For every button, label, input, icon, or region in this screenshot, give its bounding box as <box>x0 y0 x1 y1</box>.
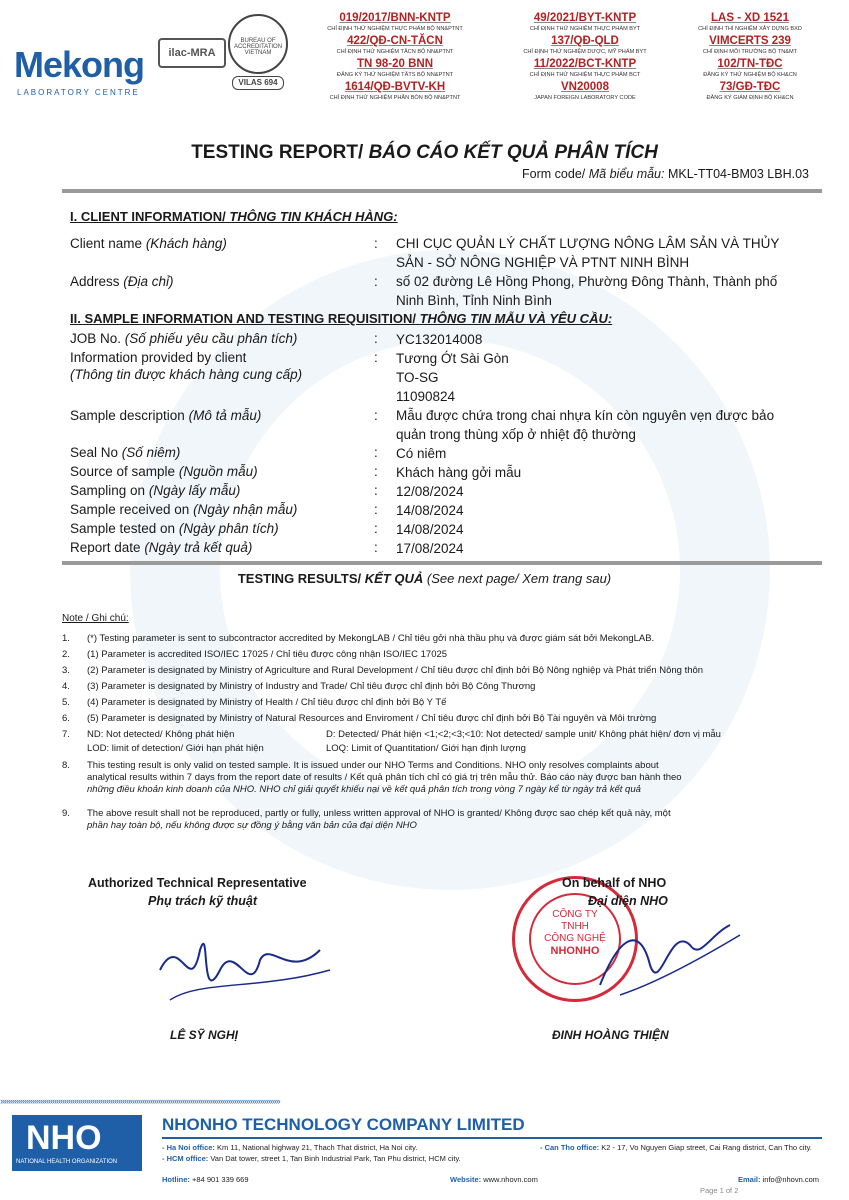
cert-code: TN 98-20 BNN <box>356 58 434 70</box>
sampling-value: 12/08/2024 <box>396 484 464 499</box>
nho-logo-subtitle: NATIONAL HEALTH ORGANIZATION <box>16 1159 118 1165</box>
label-vi: (Số phiếu yêu cầu phân tích) <box>124 331 298 346</box>
title-en: TESTING REPORT/ <box>191 142 364 163</box>
stamp-line: CÔNG TY <box>552 909 598 920</box>
value-line: quản trong thùng xốp ở nhiệt độ thường <box>396 427 636 442</box>
label-en: Seal No <box>70 445 119 460</box>
label-vi: (Địa chỉ) <box>123 274 174 289</box>
colon: : <box>374 483 378 498</box>
section-vi: THÔNG TIN KHÁCH HÀNG: <box>229 209 398 224</box>
testing-results-line <box>0 571 849 586</box>
right-signatory-name: ĐINH HOÀNG THIỆN <box>552 1028 669 1042</box>
section-en: I. CLIENT INFORMATION/ <box>70 209 226 224</box>
results-see: (See next page/ Xem trang sau) <box>426 571 612 586</box>
note-text: LOQ: Limit of Quantitation/ Giới hạn định lượng <box>326 743 526 754</box>
title-vi: Đại diện NHO <box>588 894 668 908</box>
footer-chevrons: ›››››››››››››››››››››››››››››››››››››››››››››››››››››››››››››››››››››››››››››››››››››››››››››››››››››››››››››››››››››››››››››››››››››››››››› <box>0 1096 280 1106</box>
note-text: D: Detected/ Phát hiện <1;<2;<3;<10: Not detected/ sample unit/ Không phát hiện/ đơn vị mẫu <box>326 729 721 740</box>
cert-code: 1614/QĐ-BVTV-KH <box>344 81 446 93</box>
note-line: The above result shall not be reproduced, partly or fully, unless written approval of NHO is granted/ Không được sao chép kết quả này, một <box>87 808 671 819</box>
form-code-label: Form code/ <box>522 167 586 181</box>
stamp-line: CÔNG NGHỆ <box>544 933 606 944</box>
description-value <box>396 406 774 444</box>
label-en: Client name <box>70 236 143 251</box>
label-vi: (Khách hàng) <box>145 236 227 251</box>
source-value: Khách hàng gởi mẫu <box>396 465 522 480</box>
note-number: 2. <box>62 649 70 660</box>
note-number: 8. <box>62 760 70 771</box>
cert-desc: ĐĂNG KÝ GIÁM ĐỊNH BỘ KH&CN <box>706 95 794 101</box>
form-code-value: MKL-TT04-BM03 LBH.03 <box>667 167 809 181</box>
cert-desc: CHỈ ĐỊNH THỬ NGHIỆM DƯỢC, MỸ PHẨM BYT <box>523 49 647 55</box>
cert-desc: CHỈ ĐỊNH THỬ NGHIỆM TĂCN BỘ NN&PTNT <box>336 49 454 55</box>
colon: : <box>374 540 378 555</box>
note-text <box>87 760 817 796</box>
value-line: TO-SG <box>396 370 439 385</box>
cert-code: 11/2022/BCT-KNTP <box>533 58 637 70</box>
label-vi: (Ngày trả kết quả) <box>144 540 253 555</box>
note-text: (3) Parameter is designated by Ministry of Industry and Trade/ Chỉ tiêu được chỉ định bởi Bộ Công Thương <box>87 681 536 692</box>
cert-item <box>660 58 840 81</box>
colon: : <box>374 331 378 346</box>
seal-label <box>70 445 180 460</box>
website-value[interactable]: www.nhovn.com <box>483 1175 538 1184</box>
stamp-line: TNHH <box>561 921 589 932</box>
note-text <box>87 808 817 832</box>
value-line: số 02 đường Lê Hồng Phong, Phường Đông Thành, Thành phố <box>396 274 778 289</box>
divider <box>62 189 822 193</box>
cert-item <box>300 58 490 81</box>
cert-code: 102/TN-TĐC <box>717 58 783 70</box>
right-signatory-title: On behalf of NHO <box>562 876 667 890</box>
value-line: Tương Ớt Sài Gòn <box>396 351 509 366</box>
note-text: (4) Parameter is designated by Ministry of Health / Chỉ tiêu được chỉ định bởi Bộ Y Tế <box>87 697 447 708</box>
value-line: Mẫu được chứa trong chai nhựa kín còn nguyên vẹn được bảo <box>396 408 775 423</box>
label-vi: (Thông tin được khách hàng cung cấp) <box>70 367 303 382</box>
right-signature-icon <box>560 905 760 1015</box>
note-line: analytical results within 7 days from the report date of results / Kết quả phân tích chỉ có giá trị trên mẫu thử. Báo cáo này được ban hành theo <box>87 772 682 783</box>
cert-desc: ĐĂNG KÝ THỬ NGHIỆM TĂTS BỘ NN&PTNT <box>336 72 454 78</box>
received-label <box>70 502 297 517</box>
results-vi: KẾT QUẢ <box>364 571 424 586</box>
vilas-badge: VILAS 694 <box>232 76 284 90</box>
nho-logo-text: NHO <box>26 1119 102 1157</box>
email-value[interactable]: info@nhovn.com <box>762 1175 820 1184</box>
label-vi: (Mô tả mẫu) <box>188 408 262 423</box>
label-en: Information provided by client <box>70 350 247 365</box>
logo-text: Mekong <box>14 44 145 85</box>
hotline <box>162 1175 249 1184</box>
cert-item <box>300 81 490 104</box>
value-line: 11090824 <box>396 389 456 404</box>
note-text: (*) Testing parameter is sent to subcontractor accredited by MekongLAB / Chỉ tiêu gởi nhà thầu phụ và được giám sát bởi MekongLAB. <box>87 633 655 644</box>
note-title: Note / Ghi chú: <box>62 613 129 624</box>
cert-desc: JAPAN FOREIGN LABORATORY CODE <box>534 95 636 101</box>
cert-column-1 <box>300 12 490 104</box>
cert-item <box>490 35 680 58</box>
tested-value: 14/08/2024 <box>396 522 464 537</box>
cert-code: 73/GĐ-TĐC <box>719 81 781 93</box>
page-number: Page 1 of 2 <box>700 1186 739 1195</box>
cert-code: 49/2021/BYT-KNTP <box>533 12 637 24</box>
office-address: Km 11, National highway 21, Thach That district, Ha Noi city. <box>217 1143 418 1152</box>
info-value <box>396 349 509 406</box>
hcm-office <box>162 1154 461 1163</box>
note-text: (2) Parameter is designated by Ministry of Agriculture and Rural Development / Chỉ tiêu được chỉ định bởi Bộ Nông nghiệp và Phát triển Nông thôn <box>87 665 704 676</box>
cert-item <box>660 35 840 58</box>
cert-desc: CHỈ ĐỊNH THỬ NGHIỆM THỰC PHẨM BYT <box>529 26 641 32</box>
label-en: Address <box>70 274 120 289</box>
client-name-value <box>396 234 779 272</box>
note-number: 4. <box>62 681 70 692</box>
tested-label <box>70 521 279 536</box>
cert-item <box>300 35 490 58</box>
note-number: 6. <box>62 713 70 724</box>
note-number: 1. <box>62 633 70 644</box>
cert-desc: CHỈ ĐỊNH THỬ NGHIỆM THỰC PHẨM BỘ NN&PTNT <box>327 26 463 32</box>
cert-item <box>300 12 490 35</box>
value-line: Ninh Bình, Tỉnh Ninh Bình <box>396 293 552 308</box>
report-date-value: 17/08/2024 <box>396 541 464 556</box>
hotline-label: Hotline: <box>162 1175 190 1184</box>
label-en: Sample received on <box>70 502 190 517</box>
nho-logo <box>12 1115 142 1171</box>
cert-item <box>660 12 840 35</box>
description-label <box>70 408 261 423</box>
source-label <box>70 464 258 479</box>
section-en: II. SAMPLE INFORMATION AND TESTING REQUISITION/ <box>70 311 416 326</box>
website-label: Website: <box>450 1175 482 1184</box>
office-address: Van Dat tower, street 1, Tan Binh Industrial Park, Tan Phu district, HCM city. <box>210 1154 461 1163</box>
website <box>450 1175 538 1184</box>
cert-column-2 <box>490 12 680 104</box>
left-signatory-title: Authorized Technical Representative <box>88 876 307 890</box>
cert-desc: CHỈ ĐỊNH MÔI TRƯỜNG BỘ TN&MT <box>702 49 798 55</box>
address-label <box>70 274 174 289</box>
cert-item <box>490 81 680 104</box>
colon: : <box>374 274 378 289</box>
cantho-office <box>540 1143 812 1152</box>
email-label: Email: <box>738 1175 761 1184</box>
form-code-label-vi: Mã biểu mẫu: <box>588 167 665 181</box>
label-en: Sample description <box>70 408 185 423</box>
stamp-name: NHONHO <box>550 945 600 957</box>
value-line: SẢN - SỞ NÔNG NGHIỆP VÀ PTNT NINH BÌNH <box>396 255 690 270</box>
colon: : <box>374 502 378 517</box>
hotline-value: +84 901 339 669 <box>192 1175 249 1184</box>
cert-code: 422/QĐ-CN-TĂCN <box>347 35 443 47</box>
email <box>738 1175 819 1184</box>
label-vi: (Ngày phân tích) <box>178 521 279 536</box>
logo-subtitle: LABORATORY CENTRE <box>17 88 140 97</box>
divider <box>62 561 822 565</box>
seal-value: Có niêm <box>396 446 447 461</box>
job-label <box>70 331 297 346</box>
label-en: Report date <box>70 540 141 555</box>
cert-code: VIMCERTS 239 <box>709 35 791 47</box>
label-en: Source of sample <box>70 464 176 479</box>
left-signature-icon <box>140 910 340 1020</box>
label-en: Sampling on <box>70 483 146 498</box>
info-label <box>70 350 302 382</box>
cert-code: 137/QĐ-QLD <box>551 35 619 47</box>
section-client-heading <box>70 209 398 224</box>
label-en: JOB No. <box>70 331 122 346</box>
cert-code: 019/2017/BNN-KNTP <box>339 12 451 24</box>
office-address: K2 - 17, Vo Nguyen Giap street, Cai Rang district, Can Tho city. <box>601 1143 812 1152</box>
colon: : <box>374 408 378 423</box>
cert-desc: CHỈ ĐỊNH THỬ NGHIỆM THỰC PHẨM BCT <box>529 72 641 78</box>
cert-code: VN20008 <box>561 81 609 93</box>
left-signatory-name: LÊ SỸ NGHỊ <box>170 1028 239 1042</box>
hanoi-office <box>162 1143 417 1152</box>
label-vi: (Ngày nhận mẫu) <box>193 502 298 517</box>
label-vi: (Số niêm) <box>121 445 181 460</box>
colon: : <box>374 521 378 536</box>
left-signatory-title-vi <box>148 894 257 908</box>
cert-code: LAS - XD 1521 <box>711 12 789 24</box>
client-name-label <box>70 236 227 251</box>
section-sample-heading <box>70 311 612 326</box>
cert-desc: CHỈ ĐỊNH THỬ NGHIỆM PHÂN BÓN BỘ NN&PTNT <box>329 95 461 101</box>
title-vi: BÁO CÁO KẾT QUẢ PHÂN TÍCH <box>368 142 658 163</box>
note-line: những điều khoản kinh doanh của NHO. NHO chỉ giải quyết khiếu nại về kết quả phân tích trong vòng 7 ngày kể từ ngày trả kết quả <box>87 784 641 795</box>
colon: : <box>374 236 378 251</box>
footer-divider <box>162 1137 822 1139</box>
label-en: Sample tested on <box>70 521 176 536</box>
note-number: 9. <box>62 808 70 819</box>
title-vi: Phụ trách kỹ thuật <box>148 894 258 908</box>
cert-desc: ĐĂNG KÝ THỬ NGHIỆM BỘ KH&CN <box>703 72 797 78</box>
colon: : <box>374 350 378 365</box>
label-vi: (Nguồn mẫu) <box>178 464 258 479</box>
note-number: 5. <box>62 697 70 708</box>
office-label: - Ha Noi office: <box>162 1143 215 1152</box>
note-number: 3. <box>62 665 70 676</box>
accreditation-seal: BUREAU OF ACCREDITATION VIETNAM <box>228 14 288 74</box>
ilac-mra-logo: ilac-MRA <box>158 38 226 68</box>
company-name: NHONHO TECHNOLOGY COMPANY LIMITED <box>162 1115 525 1134</box>
results-en: TESTING RESULTS/ <box>237 571 362 586</box>
note-number: 7. <box>62 729 70 740</box>
colon: : <box>374 464 378 479</box>
report-date-label <box>70 540 252 555</box>
note-line: This testing result is only valid on tested sample. It is issued under our NHO Terms and Conditions. NHO only resolves complaints about <box>87 760 659 771</box>
cert-item <box>490 12 680 35</box>
note-text: ND: Not detected/ Không phát hiện <box>87 729 235 740</box>
office-label: - Can Tho office: <box>540 1143 600 1152</box>
section-vi: THÔNG TIN MẪU VÀ YÊU CẦU: <box>419 311 613 326</box>
received-value: 14/08/2024 <box>396 503 464 518</box>
sampling-label <box>70 483 240 498</box>
value-line: CHI CỤC QUẢN LÝ CHẤT LƯỢNG NÔNG LÂM SẢN VÀ THỦY <box>396 236 780 251</box>
colon: : <box>374 445 378 460</box>
report-title <box>0 142 849 164</box>
cert-item <box>660 81 840 104</box>
mekong-logo <box>14 30 144 100</box>
address-value <box>396 272 777 310</box>
office-label: - HCM office: <box>162 1154 209 1163</box>
form-code <box>522 167 809 181</box>
note-line: phần hay toàn bộ, nếu không được sự đồng ý bằng văn bản của đại diện NHO <box>87 820 417 831</box>
cert-column-3 <box>660 12 840 104</box>
label-vi: (Ngày lấy mẫu) <box>148 483 241 498</box>
note-text: LOD: limit of detection/ Giới hạn phát hiện <box>87 743 264 754</box>
cert-desc: CHỈ ĐỊNH THÍ NGHIỆM XÂY DỰNG BXD <box>698 26 802 32</box>
cert-item <box>490 58 680 81</box>
note-text: (5) Parameter is designated by Ministry of Natural Resources and Enviroment / Chỉ tiêu được chỉ định bởi Bộ Tài nguyên và Môi trường <box>87 713 657 724</box>
note-text: (1) Parameter is accredited ISO/IEC 17025 / Chỉ tiêu được công nhận ISO/IEC 17025 <box>87 649 448 660</box>
job-value: YC132014008 <box>396 332 483 347</box>
